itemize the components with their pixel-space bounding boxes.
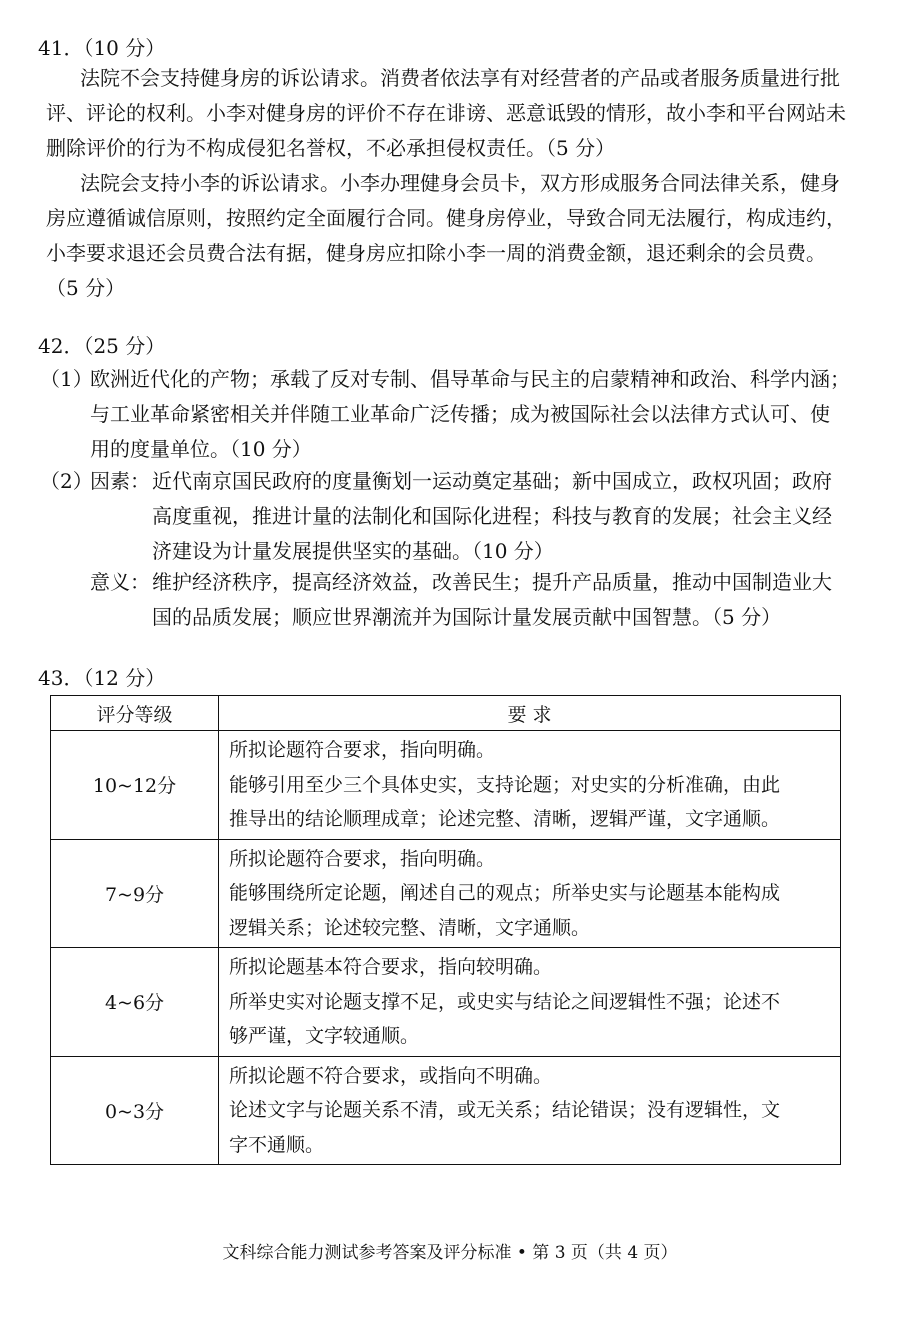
- grade-requirements: [219, 839, 841, 948]
- q42-factors-label: 因素：: [90, 469, 150, 493]
- grading-table: [50, 695, 841, 1165]
- requirement-line: 能够围绕所定论题，阐述自己的观点；所举史实与论题基本能构成: [229, 882, 781, 904]
- requirement-line: 推导出的结论顺理成章；论述完整、清晰，逻辑严谨，文字通顺。: [229, 808, 781, 830]
- q41-answer-1-line: 法院不会支持健身房的诉讼请求。消费者依法享有对经营者的产品或者服务质量进行批: [80, 66, 840, 90]
- page-footer: 文科综合能力测试参考答案及评分标准 • 第 3 页（共 4 页）: [222, 1243, 678, 1263]
- q42-part1-line: 与工业革命紧密相关并伴随工业革命广泛传播；成为被国际社会以法律方式认可、使: [90, 402, 830, 426]
- grade-requirements: [219, 948, 841, 1057]
- q42-significance-label: 意义：: [90, 570, 150, 594]
- table-row: [51, 948, 841, 1057]
- q41-heading: 41．（10 分）: [38, 36, 166, 60]
- grade-level: 0~3分: [51, 1056, 219, 1165]
- q41-answer-2-line: （5 分）: [46, 276, 126, 300]
- q41-answer-1-line: 删除评价的行为不构成侵犯名誉权，不必承担侵权责任。（5 分）: [46, 136, 616, 160]
- q42-factors-answer: [152, 464, 832, 569]
- q41-answer-2-line: 法院会支持小李的诉讼请求。小李办理健身会员卡，双方形成服务合同法律关系，健身: [80, 171, 840, 195]
- q41-answer-1: [46, 61, 846, 166]
- q42-factors-line: 高度重视，推进计量的法制化和国际化进程；科技与教育的发展；社会主义经: [152, 504, 832, 528]
- q42-part1-label: （1）: [40, 367, 93, 391]
- requirement-line: 所拟论题不符合要求，或指向不明确。: [229, 1064, 553, 1087]
- q43-heading: 43．（12 分）: [38, 666, 166, 690]
- q42-heading: 42．（25 分）: [38, 334, 166, 358]
- table-row: [51, 839, 841, 948]
- requirement-line: 所举史实对论题支撑不足，或史实与结论之间逻辑性不强；论述不: [229, 990, 781, 1013]
- grade-level: 7~9分: [51, 839, 219, 948]
- q42-significance-line: 维护经济秩序，提高经济效益，改善民生；提升产品质量，推动中国制造业大: [152, 570, 832, 594]
- requirement-line: 论述文字与论题关系不清，或无关系；结论错误；没有逻辑性，文: [229, 1099, 781, 1121]
- q42-part1-line: 欧洲近代化的产物；承载了反对专制、倡导革命与民主的启蒙精神和政治、科学内涵；: [90, 367, 850, 391]
- q42-significance-line: 国的品质发展；顺应世界潮流并为国际计量发展贡献中国智慧。（5 分）: [152, 605, 782, 629]
- q42-factors-line: 济建设为计量发展提供坚实的基础。（10 分）: [152, 539, 554, 563]
- requirement-line: 所拟论题基本符合要求，指向较明确。: [229, 956, 553, 978]
- q42-factors-line: 近代南京国民政府的度量衡划一运动奠定基础；新中国成立，政权巩固；政府: [152, 469, 832, 493]
- table-header-row: [51, 696, 841, 731]
- grade-requirements: [219, 1056, 841, 1165]
- grade-level: 10~12分: [51, 731, 219, 840]
- column-header-requirements: 要 求: [219, 696, 841, 731]
- requirement-line: 够严谨，文字较通顺。: [229, 1025, 420, 1047]
- q42-part1-answer: [90, 362, 850, 467]
- grade-requirements: [219, 731, 841, 840]
- requirement-line: 字不通顺。: [229, 1133, 325, 1156]
- grade-level: 4~6分: [51, 948, 219, 1057]
- table-row: [51, 731, 841, 840]
- q41-answer-2-line: 房应遵循诚信原则，按照约定全面履行合同。健身房停业，导致合同无法履行，构成违约，: [46, 206, 846, 230]
- q41-answer-1-line: 评、评论的权利。小李对健身房的评价不存在诽谤、恶意诋毁的情形，故小李和平台网站未: [46, 101, 846, 125]
- q42-significance-answer: [152, 565, 832, 635]
- q41-answer-2: [46, 166, 846, 306]
- requirement-line: 能够引用至少三个具体史实，支持论题；对史实的分析准确，由此: [229, 773, 781, 796]
- q42-part2-label: （2）: [40, 469, 93, 493]
- requirement-line: 所拟论题符合要求，指向明确。: [229, 847, 496, 870]
- column-header-level: 评分等级: [51, 696, 219, 731]
- table-row: [51, 1056, 841, 1165]
- requirement-line: 所拟论题符合要求，指向明确。: [229, 739, 496, 761]
- q41-answer-2-line: 小李要求退还会员费合法有据，健身房应扣除小李一周的消费金额，退还剩余的会员费。: [46, 241, 826, 265]
- q42-part1-line: 用的度量单位。（10 分）: [90, 437, 312, 461]
- requirement-line: 逻辑关系；论述较完整、清晰，文字通顺。: [229, 916, 591, 939]
